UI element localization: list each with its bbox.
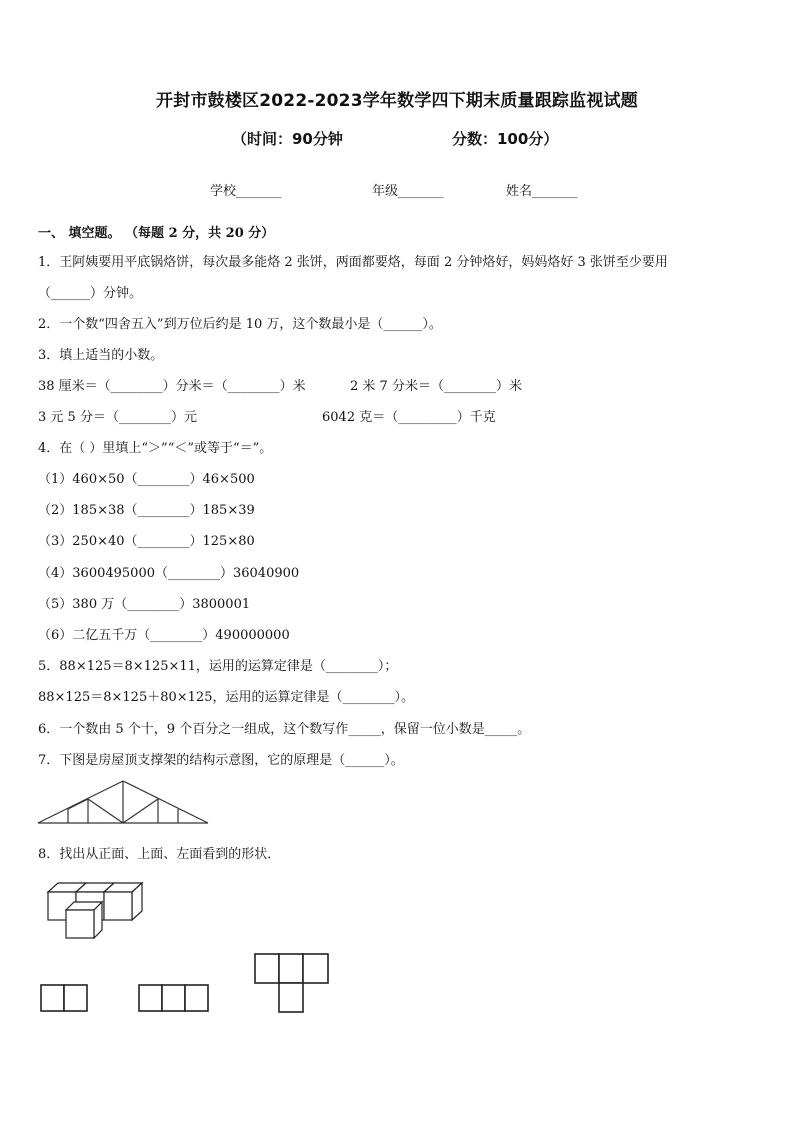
question-1-line-2: （______）分钟。 [38,286,143,301]
grade-field[interactable]: 年级_______ [372,184,444,199]
three-square-view [138,984,210,1012]
question-3-part-a: 38 厘米＝（________）分米＝（________）米 [38,379,306,394]
question-4-item: （6）二亿五千万（________）490000000 [38,628,290,643]
two-square-view [40,984,88,1012]
question-4-item: （5）380 万（________）3800001 [38,597,251,612]
question-4-item: （2）185×38（________）185×39 [38,503,255,518]
question-4-item: （1）460×50（________）46×500 [38,472,255,487]
score-label: 分数：100分） [452,130,559,148]
name-field[interactable]: 姓名_______ [506,184,578,199]
question-3-part-c: 3 元 5 分＝（________）元 [38,410,197,425]
question-6: 6．一个数由 5 个十，9 个百分之一组成，这个数写作_____，保留一位小数是_____。 [38,722,531,737]
question-1-line-1: 1．王阿姨要用平底锅烙饼，每次最多能烙 2 张饼，两面都要烙，每面 2 分钟烙好，妈妈烙好 3 张饼至少要用 [38,255,668,270]
question-8: 8．找出从正面、上面、左面看到的形状． [38,847,281,862]
question-3-part-b: 2 米 7 分米＝（________）米 [350,379,522,394]
roof-truss-figure [38,778,210,826]
question-4: 4．在（ ）里填上“＞”“＜”或等于“＝”。 [38,441,273,456]
page-title: 开封市鼓楼区2022-2023学年数学四下期末质量跟踪监视试题 [156,91,638,111]
t-shape-view [254,953,330,1013]
time-label: （时间：90分钟 [232,130,343,148]
section-heading: 一、 填空题。 （每题 2 分，共 20 分） [38,226,275,241]
question-5-line-1: 5．88×125＝8×125×11，运用的运算定律是（________）； [38,659,398,674]
cube-stack-figure [44,880,144,942]
question-4-item: （4）3600495000（________）36040900 [38,566,300,581]
school-field[interactable]: 学校_______ [210,184,282,199]
question-5-line-2: 88×125＝8×125＋80×125，运用的运算定律是（________）。 [38,690,414,705]
question-3: 3．填上适当的小数。 [38,348,164,363]
question-4-item: （3）250×40（________）125×80 [38,534,255,549]
question-3-part-d: 6042 克＝（_________）千克 [322,410,496,425]
question-7: 7．下图是房屋顶支撑架的结构示意图，它的原理是（______）。 [38,753,404,768]
question-2: 2．一个数“四舍五入”到万位后约是 10 万，这个数最小是（______）。 [38,317,442,332]
